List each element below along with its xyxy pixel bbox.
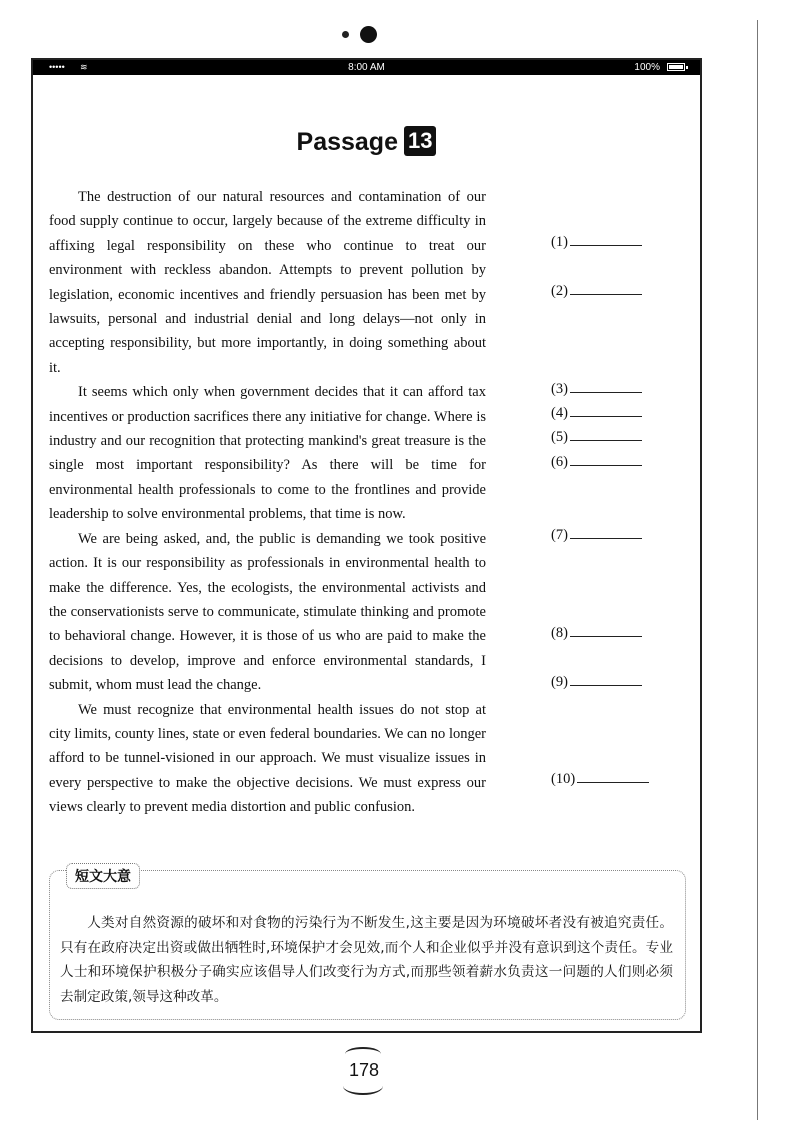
answer-blank-1[interactable] (551, 232, 642, 252)
summary-box (49, 870, 686, 1020)
status-bar (33, 60, 700, 75)
answer-blank-4[interactable] (551, 403, 642, 423)
blank-number: (2) (551, 283, 568, 299)
answer-blank-7[interactable] (551, 525, 642, 545)
camera-dot (360, 26, 377, 43)
summary-label: 短文大意 (66, 863, 140, 889)
blank-line (570, 525, 642, 539)
blank-number: (1) (551, 234, 568, 250)
page-number-ornament (339, 1045, 389, 1101)
blank-number: (6) (551, 454, 568, 470)
passage-paragraph: It seems which only when government decides that it can afford tax incentives or production sacrifices there any initiative for change. Where is industry and our recognition that protecting mankind's great treasure is the single most important responsibility? As there will be time for environmental health professionals to come to the frontlines and provide leadership to solve environmental problems, that time is now. (49, 384, 486, 523)
blank-line (570, 672, 642, 686)
blank-number: (7) (551, 527, 568, 543)
blank-number: (8) (551, 625, 568, 641)
answer-blank-2[interactable] (551, 281, 642, 301)
signal-icon: ••••• (49, 62, 65, 72)
summary-text: 人类对自然资源的破坏和对食物的污染行为不断发生,这主要是因为环境破坏者没有被追究责任。只有在政府决定出资或做出牺牲时,环境保护才会见效,而个人和企业似乎并没有意识到这个责任。专业人士和环境保护积极分子确实应该倡导人们改变行为方式,而那些领着薪水负责这一问题的人们则必须去制定政策,领导这种改革。 (60, 915, 673, 1005)
camera-dot-small (342, 31, 349, 38)
blank-number: (4) (551, 405, 568, 421)
battery-percentage: 100% (634, 62, 660, 73)
blank-number: (10) (551, 771, 576, 787)
page-edge-line (757, 20, 758, 1120)
tablet-screen (31, 58, 702, 1033)
passage-paragraph: We must recognize that environmental health issues do not stop at city limits, county lines, state or even federal boundaries. We can no longer afford to be tunnel-visioned in our approach. We must visualize issues in every perspective to make the objective decisions. We must express our views clearly to prevent media distortion and public confusion. (49, 701, 486, 816)
passage-number-badge: 13 (404, 126, 436, 156)
blank-line (570, 281, 642, 295)
blank-line (570, 379, 642, 393)
blank-line (570, 623, 642, 637)
answer-blank-9[interactable] (551, 672, 642, 692)
passage-title-text: Passage (296, 128, 398, 156)
passage-body (49, 185, 486, 820)
blank-line (577, 769, 649, 783)
blank-line (570, 427, 642, 441)
blank-number: (3) (551, 381, 568, 397)
answer-blank-8[interactable] (551, 623, 642, 643)
answer-blank-3[interactable] (551, 379, 642, 399)
blank-number: (9) (551, 674, 568, 690)
blank-line (570, 452, 642, 466)
blank-line (570, 232, 642, 246)
page-number: 178 (348, 1060, 380, 1080)
battery-icon (667, 63, 685, 71)
status-time: 8:00 AM (348, 62, 385, 73)
blank-line (570, 403, 642, 417)
blank-number: (5) (551, 429, 568, 445)
answer-blank-5[interactable] (551, 427, 642, 447)
passage-paragraph: We are being asked, and, the public is demanding we took positive action. It is our responsibility as professionals in environmental health to make the difference. Yes, the ecologists, the environmental activists and the conservationists serve to communicate, stimulate thinking and promote to behavioral change. However, it is those of us who are paid to make the decisions to develop, improve and enforce environmental standards, I submit, whom must lead the change. (49, 530, 486, 694)
passage-title (33, 126, 700, 157)
answer-blank-10[interactable] (551, 769, 649, 789)
wifi-icon: ≋ (80, 62, 88, 72)
answer-blank-6[interactable] (551, 452, 642, 472)
passage-paragraph: The destruction of our natural resources and contamination of our food supply continue to occur, largely because of the extreme difficulty in affixing legal responsibility on these who continue to treat our environment with reckless abandon. Attempts to prevent pollution by legislation, economic incentives and friendly persuasion has been met by lawsuits, personal and industrial denial and long delays—not only in accepting responsibility, but more importantly, in doing something about it. (49, 189, 486, 376)
